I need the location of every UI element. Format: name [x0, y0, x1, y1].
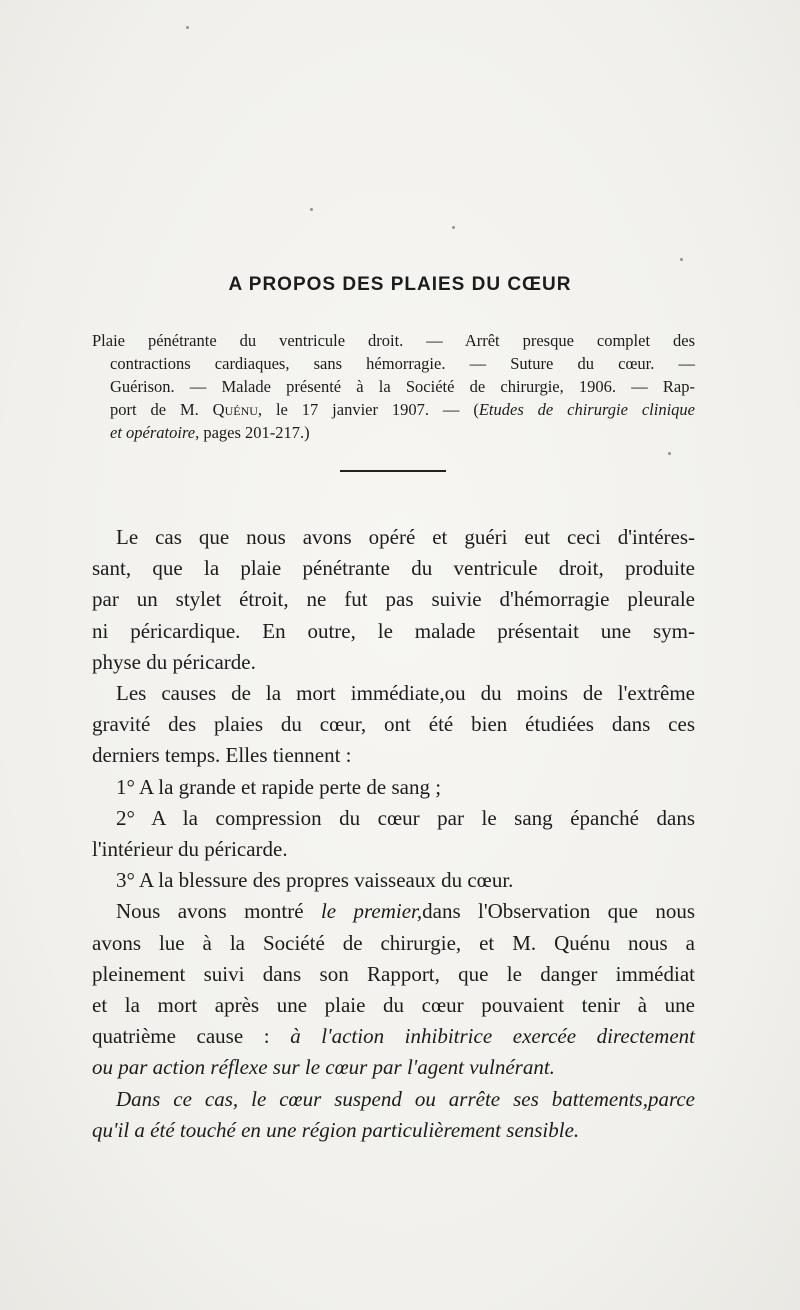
text-line: ni péricardique. En outre, le malade présentait une sym-	[92, 618, 695, 643]
text-line: avons lue à la Société de chirurgie, et M. Quénu nous a	[92, 930, 695, 955]
body-text	[92, 522, 695, 1146]
emphasis: à l'action inhibitrice exercée directement	[290, 1024, 695, 1049]
summary-line: Guérison. — Malade présenté à la Société de chirurgie, 1906. — Rap-	[110, 377, 695, 396]
summary-line: contractions cardiaques, sans hémorragie. — Suture du cœur. —	[110, 354, 695, 373]
text-line: derniers temps. Elles tiennent :	[92, 743, 352, 768]
summary-text: port de M.	[110, 400, 213, 419]
text-line	[92, 1021, 695, 1052]
text-line: physe du péricarde.	[92, 649, 256, 674]
text-line: Les causes de la mort immédiate,ou du moins de l'extrême	[116, 681, 695, 706]
emphasis: le premier,	[320, 899, 423, 924]
author-name: Quénu	[212, 400, 258, 419]
text-run: Nous avons montré	[116, 899, 321, 924]
emphasis: ou par action réflexe sur le cœur par l'agent vulnérant.	[92, 1055, 555, 1080]
paper-speck	[668, 452, 671, 455]
text-line: et la mort après une plaie du cœur pouvaient tenir à une	[92, 993, 695, 1018]
text-line	[92, 1115, 695, 1146]
text-line	[92, 1084, 695, 1115]
text-line: sant, que la plaie pénétrante du ventricule droit, produite	[92, 556, 695, 581]
summary-line: Plaie pénétrante du ventricule droit. — Arrêt presque complet des	[92, 331, 695, 350]
book-title: Etudes de chirurgie clinique	[478, 400, 695, 419]
text-line: par un stylet étroit, ne fut pas suivie d'hémorragie pleurale	[92, 587, 695, 612]
list-item: 3° A la blessure des propres vaisseaux du cœur.	[116, 868, 514, 893]
summary-text: pages 201-217.)	[199, 423, 310, 442]
list-item: 1° A la grande et rapide perte de sang ;	[116, 774, 442, 799]
text-run: quatrième cause :	[92, 1024, 291, 1049]
summary-line	[92, 398, 695, 421]
summary-line	[92, 421, 695, 444]
emphasis: Dans ce cas, le cœur suspend ou arrête ses battements,	[116, 1086, 648, 1111]
chapter-title: A PROPOS DES PLAIES DU CŒUR	[228, 274, 572, 295]
chapter-summary	[92, 329, 695, 444]
section-divider	[340, 470, 446, 472]
paper-speck	[452, 226, 455, 229]
book-title: et opératoire,	[110, 423, 200, 442]
list-item: 2° A la compression du cœur par le sang épanché dans	[116, 805, 695, 830]
text-line: gravité des plaies du cœur, ont été bien étudiées dans ces	[92, 712, 695, 737]
paper-speck	[680, 258, 683, 261]
emphasis: qu'il a été touché en une région particulièrement sensible.	[92, 1117, 580, 1142]
text-run: dans l'Observation que nous	[422, 899, 695, 924]
paper-speck	[310, 208, 313, 211]
paper-speck	[186, 26, 189, 29]
text-line: l'intérieur du péricarde.	[92, 837, 288, 862]
summary-text: , le 17 janvier 1907. — (	[257, 400, 479, 419]
text-line	[92, 1052, 695, 1083]
text-line	[92, 896, 695, 927]
text-line: Le cas que nous avons opéré et guéri eut ceci d'intéres-	[116, 525, 695, 549]
text-line: pleinement suivi dans son Rapport, que le danger immédiat	[92, 961, 695, 986]
emphasis: parce	[647, 1086, 695, 1111]
